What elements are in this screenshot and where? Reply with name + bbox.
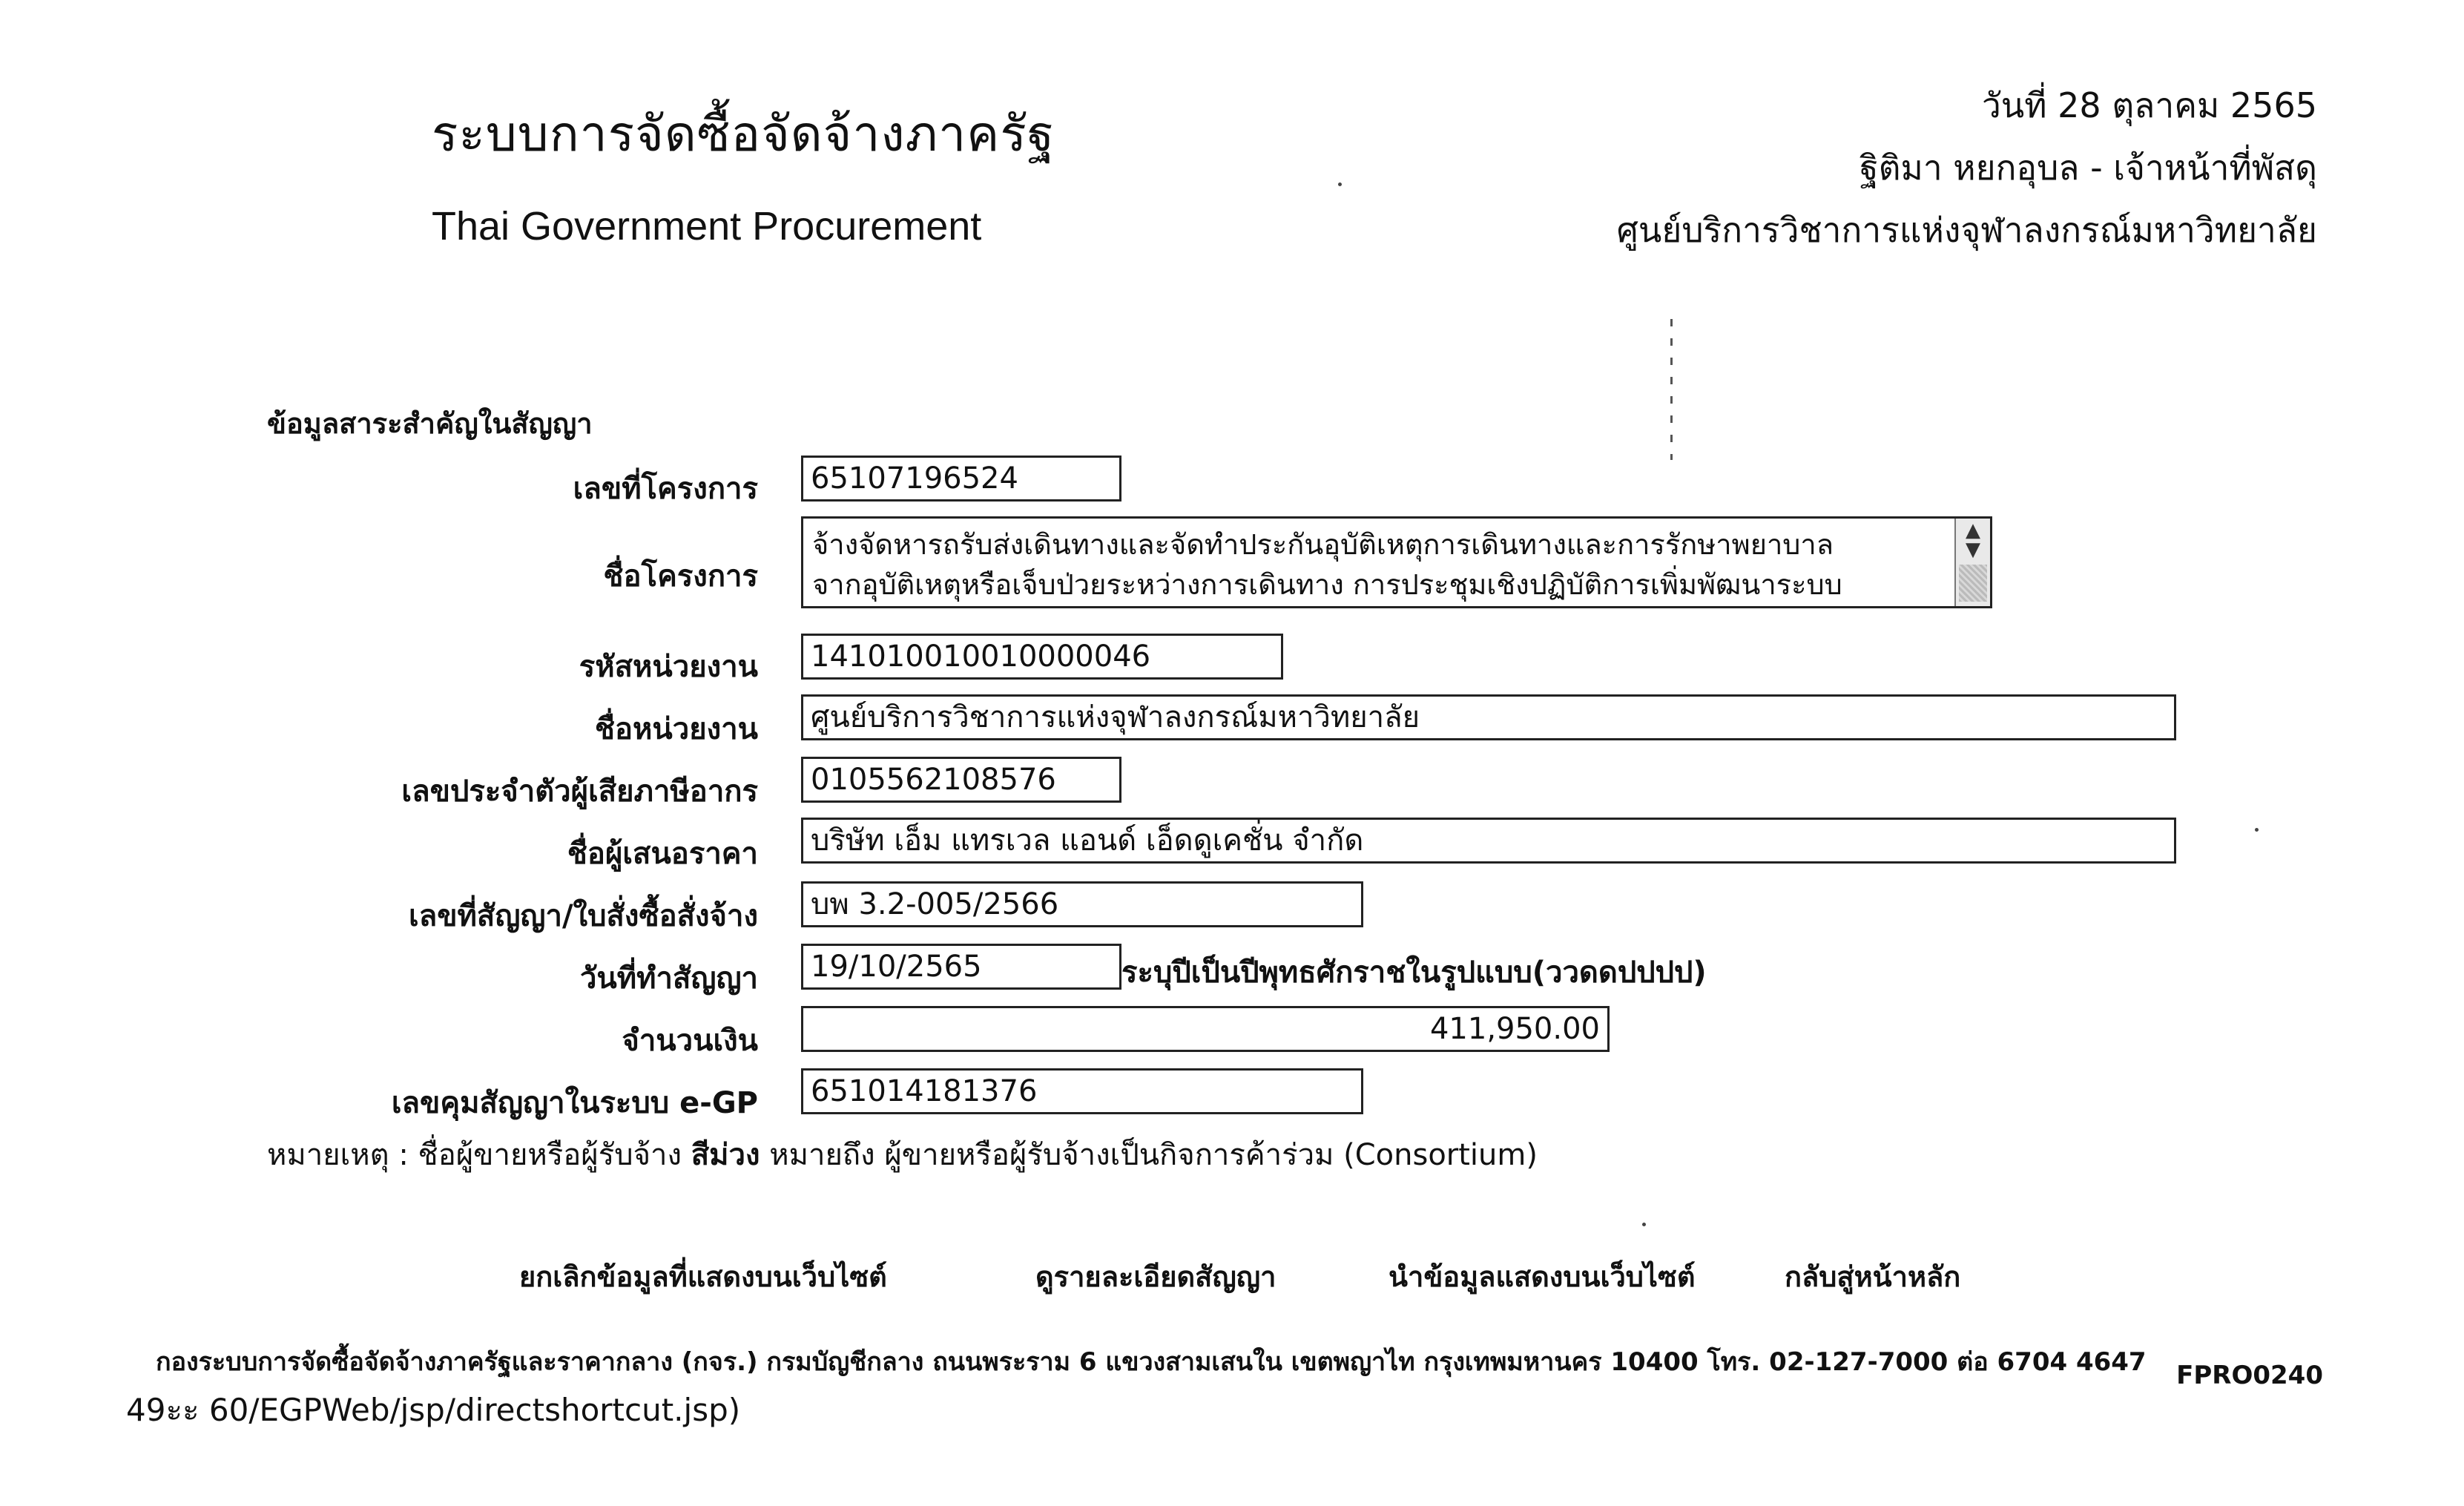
project-name-label: ชื่อโครงการ — [603, 559, 758, 593]
consortium-note — [267, 1131, 1538, 1178]
project-no-field[interactable]: 65107196524 — [801, 456, 1121, 502]
footer-address: กองระบบการจัดซื้อจัดจ้างภาครัฐและราคากลาง (กจร.) กรมบัญชีกลาง ถนนพระราม 6 แขวงสามเสนใน เขตพญาไท กรุงเทพมหานคร 10400 โทร. 02-127-7000 ต่อ 6704 4647 — [156, 1347, 2147, 1377]
scan-artifact — [1338, 183, 1342, 186]
contract-date-field[interactable]: 19/10/2565 — [801, 944, 1121, 990]
agency-code-field[interactable]: 141010010010000046 — [801, 634, 1283, 680]
amount-field[interactable]: 411,950.00 — [801, 1006, 1610, 1052]
scroll-up-icon[interactable]: ▲ — [1966, 519, 1980, 542]
note-suffix: หมายถึง ผู้ขายหรือผู้รับจ้างเป็นกิจการค้าร่วม (Consortium) — [760, 1138, 1538, 1172]
header-date: วันที่ 28 ตุลาคม 2565 — [1981, 85, 2317, 125]
scan-artifact — [1642, 1223, 1646, 1226]
header-organization: ศูนย์บริการวิชาการแห่งจุฬาลงกรณ์มหาวิทยาลัย — [1616, 210, 2317, 250]
project-no-label: เลขที่โครงการ — [573, 472, 758, 506]
agency-name-label: ชื่อหน่วยงาน — [594, 712, 758, 746]
page-code: FPRO0240 — [2176, 1361, 2323, 1390]
scroll-thumb[interactable] — [1959, 565, 1987, 602]
project-name-textarea[interactable] — [801, 516, 1992, 608]
contract-date-label: วันที่ทำสัญญา — [579, 961, 758, 996]
tax-id-field[interactable]: 0105562108576 — [801, 757, 1121, 803]
scan-artifact — [2255, 828, 2259, 832]
system-title-thai: ระบบการจัดซื้อจัดจ้างภาครัฐ — [432, 105, 1055, 162]
project-name-line-2: จากอุบัติเหตุหรือเจ็บป่วยระหว่างการเดินทาง การประชุมเชิงปฏิบัติการเพิ่มพัฒนาระบบ — [812, 568, 1842, 601]
view-contract-detail-link[interactable]: ดูรายละเอียดสัญญา — [1035, 1260, 1277, 1293]
scan-artifact — [1670, 319, 1673, 460]
back-to-home-link[interactable]: กลับสู่หน้าหลัก — [1785, 1260, 1961, 1293]
bidder-field[interactable]: บริษัท เอ็ม แทรเวล แอนด์ เอ็ดดูเคชั่น จำกัด — [801, 818, 2176, 864]
scroll-down-icon[interactable]: ▼ — [1966, 539, 1980, 561]
project-name-scrollbar[interactable] — [1954, 519, 1990, 606]
publish-web-display-link[interactable]: นำข้อมูลแสดงบนเว็บไซต์ — [1389, 1260, 1696, 1293]
agency-name-field[interactable]: ศูนย์บริการวิชาการแห่งจุฬาลงกรณ์มหาวิทยาลัย — [801, 694, 2176, 740]
project-name-line-1: จ้างจัดหารถรับส่งเดินทางและจัดทำประกันอุบัติเหตุการเดินทางและการรักษาพยาบาล — [812, 528, 1834, 561]
section-title: ข้อมูลสาระสำคัญในสัญญา — [267, 407, 593, 440]
tax-id-label: เลขประจำตัวผู้เสียภาษีอากร — [401, 775, 758, 809]
agency-code-label: รหัสหน่วยงาน — [579, 650, 758, 684]
header-officer: ฐิติมา หยกอุบล - เจ้าหน้าที่พัสดุ — [1859, 148, 2317, 188]
contract-no-label: เลขที่สัญญา/ใบสั่งซื้อสั่งจ้าง — [409, 899, 758, 933]
system-title-english: Thai Government Procurement — [432, 204, 982, 249]
egp-no-label: เลขคุมสัญญาในระบบ e-GP — [391, 1086, 758, 1120]
egp-no-field[interactable]: 651014181376 — [801, 1068, 1363, 1114]
bidder-label: ชื่อผู้เสนอราคา — [567, 837, 758, 871]
note-emphasis: สีม่วง — [691, 1138, 760, 1172]
note-prefix: หมายเหตุ : ชื่อผู้ขายหรือผู้รับจ้าง — [267, 1138, 691, 1172]
contract-no-field[interactable]: บพ 3.2-005/2566 — [801, 881, 1363, 927]
contract-date-hint: ระบุปีเป็นปีพุทธศักราชในรูปแบบ(ววดดปปปป) — [1121, 956, 1707, 990]
page-url: 49ะะ 60/EGPWeb/jsp/directshortcut.jsp) — [126, 1392, 741, 1428]
amount-label: จำนวนเงิน — [622, 1024, 758, 1058]
cancel-web-display-link[interactable]: ยกเลิกข้อมูลที่แสดงบนเว็บไซต์ — [519, 1260, 887, 1293]
